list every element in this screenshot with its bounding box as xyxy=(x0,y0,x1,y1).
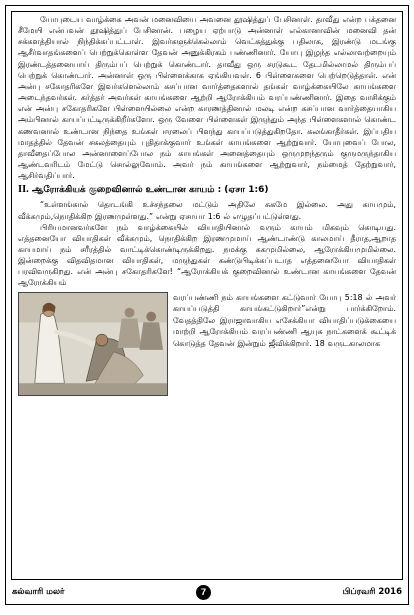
magazine-page xyxy=(5,5,409,605)
paragraph-1: யோபுடைய வாழ்க்கை அவன் மனைவியை அவனை தூஷித்துப் பேசினாள். தாவீது என்ற பக்தனை சீமேயி என்பவன் தூஷித்துப் பேசினான். பழைய ஏற்பாடு அன்னாள் எல்கானாவின் மனைவி தன் சக்களத்தியால் நிந்திக்கப்பட்டாள். இவர்களுக்கெல்லாம் வெட்கத்துக்கு பதிலாக, இரண்டு மடங்கு ஆசீர்வாதங்களைப் பெற்றுக்கொள்ள தேவன் அனுக்கிரகம் பண்ணினார். யோபு இழந்த எல்லாவற்றையும் இரண்டத்தனையாய் திரும்பப் பெற்றுக் கொண்டார். தாவீது ஒரு சரடுகூட தேடமில்லாமல் திரும்பப் பெற்றுக் கொண்டார். அன்னாள் ஒரு பிள்ளைக்காக ஏங்கியவள். 6 பிள்ளைகளை பெற்றெடுத்தாள். என் அன்பு சகோதரிகளே இவர்களெல்லாம் கசப்பான வார்த்தைகளால் தங்கள் வாழ்க்கையிலே காயங்களை அடைந்தவர்கள். கர்த்தர் அவர்கள் காயங்களை ஆற்றி ஆரோக்கியம் வரப்பண்ணினார். இதை வாசிக்கும் என் அன்பு சகோதரிகளே பிள்ளையில்லை என்ற காரணத்தினால் மலடி என்ற கசப்பான வார்த்தையாகிய அம்பினால் காயப்பட்டிருக்கிறீர்களோ. ஒரு வேளை பிள்ளைகள் இருந்தும் அந்த பிள்ளைகளால் கொண்ட கணவனால் உண்டான நிந்தை உங்கள் ஈரலைப் பிளந்து காயப்படுத்துகிறதோ. கலங்காதீர்கள். இப்பதிய மாதத்தில் தேவன் சகலத்தையும் புதிதாக்குவார் உங்கள் காயங்களை ஆற்றுவார். யோபுவைப் போல, தாவீதைப்போல அன்னாளைப்போல நம் காயங்கள் அனைத்தையும் ஒருமுறந்தரும் குருமருந்தாகிய ஆண்டவரிடம் மேட்டு சொல்லுவோம். அவர் நம் காயங்களை ஆற்றுவார், நம்மைத் தேற்றுவார், ஆசிர்வதிப்பார். xyxy=(18,15,396,181)
paragraph-quote: “உள்ளங்கால் தொடங்கி உச்சந்தலை மட்டும் அதிலே சுகமே இல்லை. அது காயமும், வீக்கமும்,நொதிக்கிற இரணமுள்ளது.” என்று ஏசாயா 1:6 ல் எழுதப்பட்டுள்ளது. xyxy=(18,200,396,221)
paragraph-4: வரப்பண்ணி நம் காயங்களை கட்டுவார் யோபு 5:18 ல் அவர் காயப்படுத்தி காயங்கட்டுகிறார்”என்று பார்க்கிறோம். வேதத்திலே இராஜாவாகிய எசேக்கியா வியாதிப்படுக்கையை மாற்றி ஆரோக்கியம் வரப்பண்ணி ஆயுசு நாட்களைக் கூட்டிக் கொடுத்த தேவன் இன்றும் ஜீவிக்கிறார். 18 வருடகாலமாக xyxy=(173,292,396,348)
paragraph-3: பிரியமானவர்களே நம் வாழ்க்கையில் வியாதியினால் வரும் காயம் மிகவும் கொடியது. எத்தனையோ வியாதிகள் வீக்கமும், நொதிக்கிற இரணமுமாய் ஆண்டாண்டு காலமாய் தீராத,ஆறாத காயமாய் நம் சரீரத்தில் வாட்டிக்கொண்டிருக்கிறது. நமக்கு சுகமுமில்லை, ஆரோக்கியமுமில்லை. இன்றைக்கு விதவிதமான வியாதிகள், மருந்துகள் கண்டுபிடிக்கப்படாத எத்தனையோ வியாதிகள் பரவிவருகிறது. என் அன்பு சகோதரிகளே! “ஆரோக்கியக் குறைவினால் உண்டான காயங்களை தேவன் ஆரோக்கியம் xyxy=(18,222,396,288)
section-number: II. xyxy=(18,184,29,196)
page-number: 7 xyxy=(196,585,211,600)
page-footer xyxy=(12,583,402,601)
page-frame xyxy=(11,11,403,580)
side-text xyxy=(173,292,396,396)
illustration-graphic xyxy=(19,293,167,395)
healing-illustration xyxy=(18,292,168,396)
magazine-name: கல்வாரி மலர் xyxy=(12,586,65,597)
section-title: ஆரோக்கியக் குறைவினால் உண்டான காயம் : (ஏசா 1:6) xyxy=(31,185,269,196)
issue-date: பிப்ரவரி 2016 xyxy=(342,586,402,597)
section-heading xyxy=(18,183,396,197)
article-body xyxy=(12,12,402,396)
figure-row xyxy=(18,292,396,396)
